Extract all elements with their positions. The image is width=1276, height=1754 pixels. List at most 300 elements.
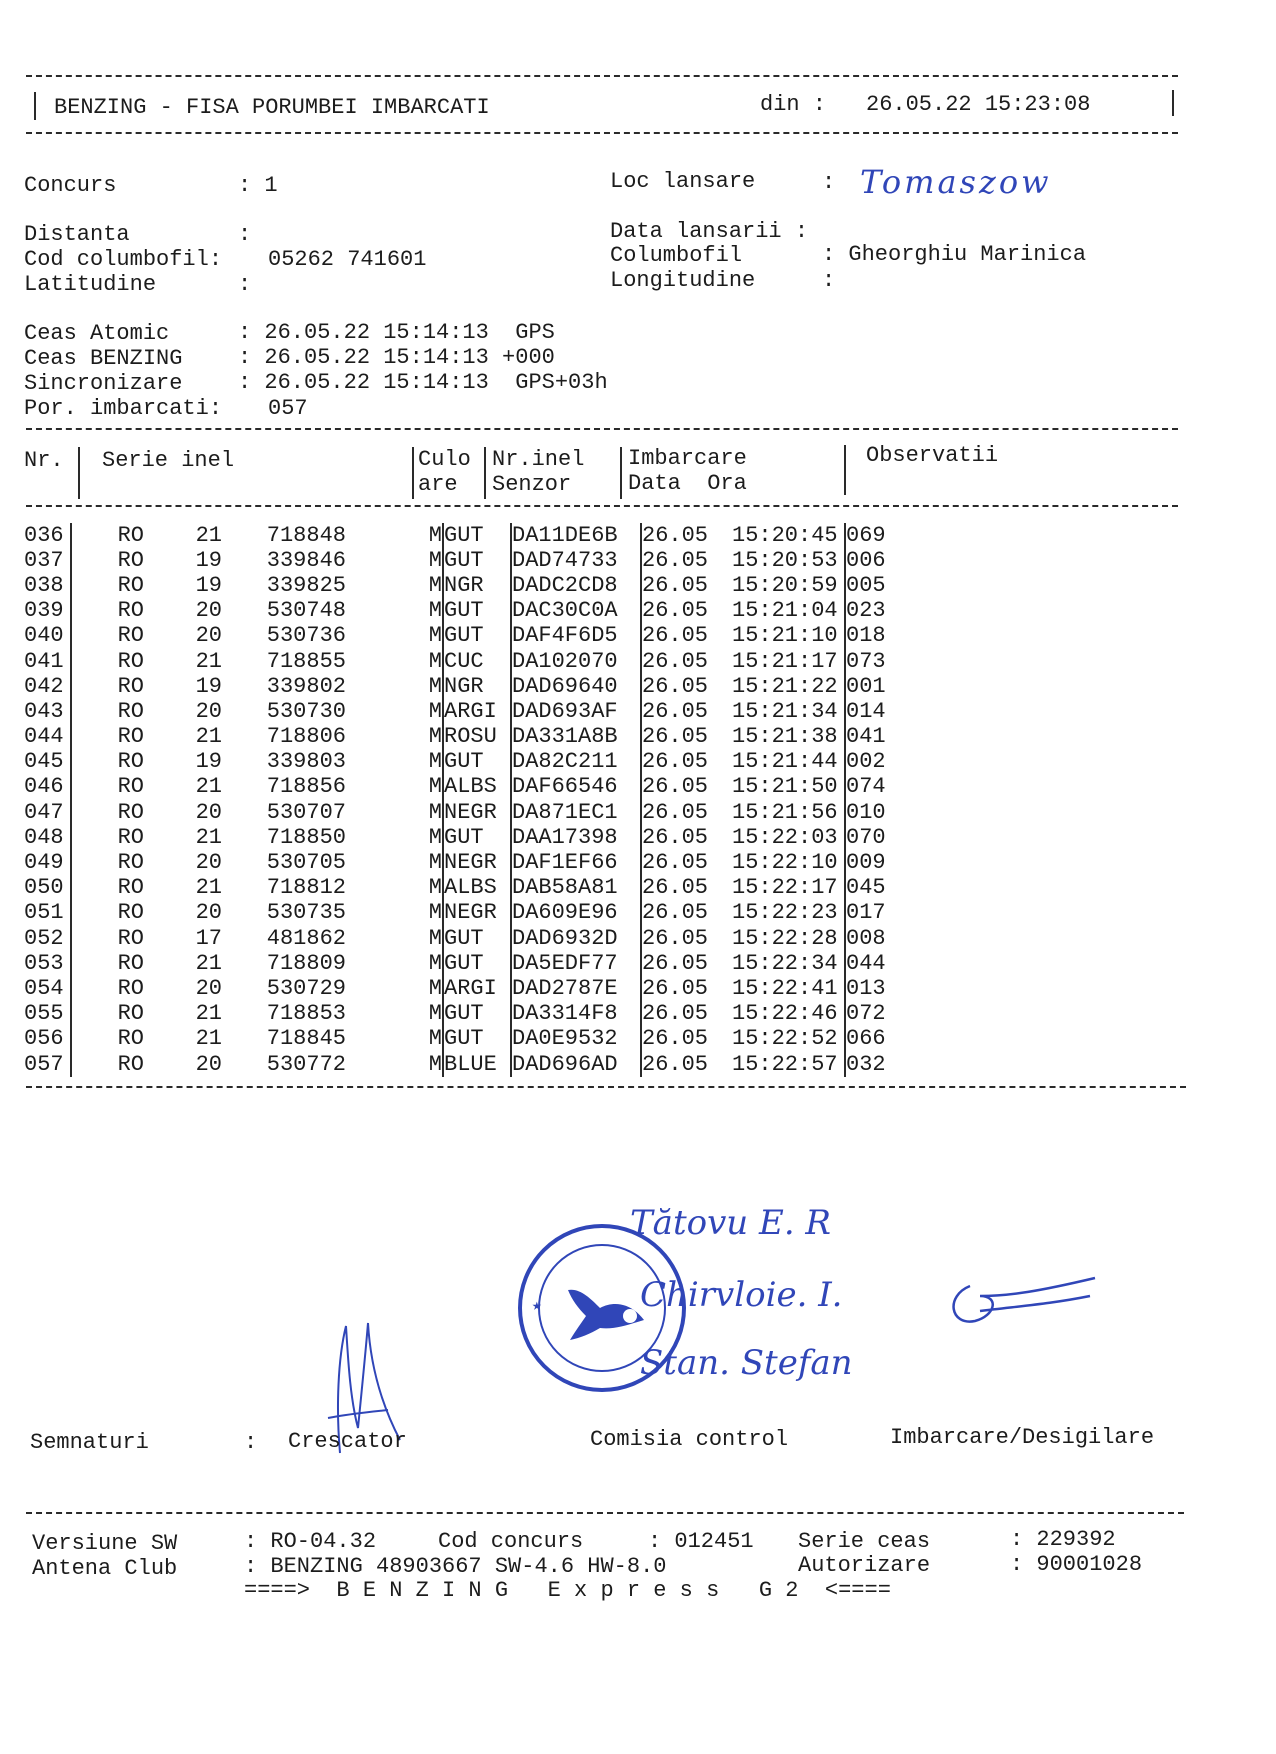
cell-nr: 046 <box>24 775 71 800</box>
cell-col: GUT <box>443 1027 511 1052</box>
cell-obs: 005 <box>846 572 886 598</box>
header-right-bar <box>1172 90 1174 116</box>
cell-obs: 072 <box>846 1001 886 1027</box>
cell-col: GUT <box>443 523 511 548</box>
cell-date: 26.05 <box>642 572 709 598</box>
cell-sen: DAD74733 <box>511 548 641 573</box>
versiune-sw-value: : RO-04.32 <box>244 1529 377 1554</box>
cell-sex: M <box>346 750 443 775</box>
cell-time: 15:21:38 <box>732 725 845 750</box>
cell-yr: 20 <box>195 1051 222 1077</box>
cell-sex: M <box>346 926 443 951</box>
handwritten-name-2: Chirvloie. I. <box>640 1275 843 1315</box>
concurs-label: Concurs <box>24 173 117 198</box>
col-header-observatii: Observatii <box>866 443 999 468</box>
cell-sen: DAF1EF66 <box>511 850 641 875</box>
cell-time: 15:22:03 <box>732 825 845 850</box>
ceas-benzing-value: : 26.05.22 15:14:13 +000 <box>238 345 555 370</box>
document-title: BENZING - FISA PORUMBEI IMBARCATI <box>54 95 490 120</box>
cell-num: 339846 <box>266 547 346 573</box>
cell-col: NEGR <box>443 800 511 825</box>
cell-nr: 051 <box>24 901 71 926</box>
cell-col: GUT <box>443 825 511 850</box>
cell-time: 15:22:46 <box>732 1002 845 1027</box>
cell-col: NGR <box>443 573 511 598</box>
col-divider-3 <box>484 447 486 499</box>
cell-nr: 041 <box>24 649 71 674</box>
cell-num: 481862 <box>266 925 346 951</box>
cell-ro: RO <box>117 799 144 825</box>
cell-date: 26.05 <box>642 648 709 674</box>
cell-obs: 032 <box>846 1051 886 1077</box>
cell-col: GUT <box>443 750 511 775</box>
antena-club-label: Antena Club <box>32 1556 178 1581</box>
cell-sen: DA3314F8 <box>511 1002 641 1027</box>
cell-sen: DAD69640 <box>511 674 641 699</box>
cell-date: 26.05 <box>642 749 709 775</box>
cell-nr: 040 <box>24 624 71 649</box>
cell-sex: M <box>346 674 443 699</box>
cell-time: 15:20:45 <box>732 523 845 548</box>
cell-ro: RO <box>117 749 144 775</box>
ceas-atomic-value: : 26.05.22 15:14:13 GPS <box>238 320 555 345</box>
col-divider-5 <box>844 445 846 495</box>
cell-nr: 043 <box>24 699 71 724</box>
cell-num: 718809 <box>266 950 346 976</box>
cell-sen: DAF66546 <box>511 775 641 800</box>
cell-num: 718855 <box>266 648 346 674</box>
cell-col: GUT <box>443 548 511 573</box>
table-row <box>24 750 886 775</box>
crescator-label: Crescator <box>288 1429 407 1454</box>
cell-sen: DAB58A81 <box>511 876 641 901</box>
cell-obs: 073 <box>846 648 886 674</box>
data-lansarii-label: Data lansarii : <box>610 219 809 244</box>
cell-nr: 047 <box>24 800 71 825</box>
cell-yr: 20 <box>195 799 222 825</box>
cell-nr: 054 <box>24 976 71 1001</box>
cell-ro: RO <box>117 925 144 951</box>
cell-nr: 038 <box>24 573 71 598</box>
cell-ro: RO <box>117 724 144 750</box>
latitudine-label: Latitudine <box>24 272 157 297</box>
cell-ro: RO <box>117 1051 144 1077</box>
serie-ceas-label: Serie ceas <box>798 1529 931 1554</box>
cod-concurs-value: : 012451 <box>648 1529 754 1554</box>
cell-obs: 041 <box>846 724 886 750</box>
table-row <box>24 599 886 624</box>
cell-ro: RO <box>117 875 144 901</box>
top-dashed-rule <box>26 75 1178 77</box>
loc-lansare-label: Loc lansare <box>610 169 756 194</box>
cell-sen: DA609E96 <box>511 901 641 926</box>
table-row <box>24 1027 886 1052</box>
din-label: din : <box>760 92 827 117</box>
autorizare-label: Autorizare <box>798 1553 931 1578</box>
comisia-control-label: Comisia control <box>590 1427 789 1452</box>
cell-col: ARGI <box>443 699 511 724</box>
cell-ro: RO <box>117 900 144 926</box>
cell-num: 339802 <box>266 673 346 699</box>
latitudine-colon: : <box>238 272 252 297</box>
table-row <box>24 901 886 926</box>
cell-col: GUT <box>443 926 511 951</box>
cell-col: ALBS <box>443 775 511 800</box>
cell-yr: 21 <box>195 950 222 976</box>
cell-sen: DA11DE6B <box>511 523 641 548</box>
cell-sex: M <box>346 649 443 674</box>
cell-date: 26.05 <box>642 799 709 825</box>
cell-ro: RO <box>117 774 144 800</box>
hw-flourish-1 <box>940 1266 1100 1336</box>
cell-sex: M <box>346 951 443 976</box>
sincronizare-value: : 26.05.22 15:14:13 GPS+03h <box>238 370 608 395</box>
col-header-nr: Nr. <box>24 448 64 473</box>
cell-col: GUT <box>443 1002 511 1027</box>
cell-nr: 044 <box>24 725 71 750</box>
cell-date: 26.05 <box>642 900 709 926</box>
din-value: 26.05.22 15:23:08 <box>866 92 1091 117</box>
pigeon-emblem-icon <box>560 1278 650 1348</box>
table-row <box>24 926 886 951</box>
cell-yr: 20 <box>195 975 222 1001</box>
cell-col: GUT <box>443 599 511 624</box>
cell-time: 15:21:34 <box>732 699 845 724</box>
cell-date: 26.05 <box>642 522 709 548</box>
cell-time: 15:22:10 <box>732 850 845 875</box>
cell-obs: 002 <box>846 749 886 775</box>
cell-ro: RO <box>117 1001 144 1027</box>
cell-sex: M <box>346 699 443 724</box>
cell-num: 339825 <box>266 572 346 598</box>
cell-yr: 21 <box>195 1001 222 1027</box>
cell-col: ALBS <box>443 876 511 901</box>
cell-time: 15:21:50 <box>732 775 845 800</box>
cell-col: CUC <box>443 649 511 674</box>
footer-dashed-rule <box>26 1512 1184 1514</box>
por-imbarcati-value: 057 <box>268 396 308 421</box>
cell-obs: 014 <box>846 698 886 724</box>
cell-sex: M <box>346 800 443 825</box>
cell-yr: 20 <box>195 698 222 724</box>
distanta-label: Distanta <box>24 222 130 247</box>
cell-time: 15:22:41 <box>732 976 845 1001</box>
table-row <box>24 725 886 750</box>
loc-lansare-colon: : <box>822 170 836 195</box>
table-row <box>24 976 886 1001</box>
handwritten-name-1: Tătovu E. R <box>630 1203 832 1243</box>
cell-nr: 039 <box>24 599 71 624</box>
cell-ro: RO <box>117 598 144 624</box>
cell-nr: 050 <box>24 876 71 901</box>
cell-sex: M <box>346 876 443 901</box>
cell-obs: 023 <box>846 598 886 624</box>
serie-ceas-value: : 229392 <box>1010 1527 1116 1552</box>
cell-yr: 19 <box>195 749 222 775</box>
cell-time: 15:21:44 <box>732 750 845 775</box>
table-row <box>24 649 886 674</box>
cell-yr: 21 <box>195 1026 222 1052</box>
cell-ro: RO <box>117 648 144 674</box>
cell-date: 26.05 <box>642 824 709 850</box>
cell-obs: 017 <box>846 900 886 926</box>
cell-obs: 044 <box>846 950 886 976</box>
cell-ro: RO <box>117 850 144 876</box>
cell-num: 530729 <box>266 975 346 1001</box>
cell-col: ROSU <box>443 725 511 750</box>
cell-obs: 009 <box>846 850 886 876</box>
cell-col: NEGR <box>443 901 511 926</box>
cell-sen: DAD2787E <box>511 976 641 1001</box>
table-row <box>24 850 886 875</box>
cell-time: 15:22:34 <box>732 951 845 976</box>
semnaturi-label: Semnaturi <box>30 1430 149 1455</box>
cell-obs: 013 <box>846 975 886 1001</box>
table-header-dashed-rule <box>26 505 1178 507</box>
cell-date: 26.05 <box>642 875 709 901</box>
cell-ro: RO <box>117 673 144 699</box>
cell-date: 26.05 <box>642 950 709 976</box>
col-header-culo: Culo <box>418 447 471 472</box>
cell-sex: M <box>346 901 443 926</box>
cell-ro: RO <box>117 522 144 548</box>
cell-nr: 055 <box>24 1002 71 1027</box>
cell-obs: 069 <box>846 522 886 548</box>
col-header-nrinel: Nr.inel <box>492 447 585 472</box>
cell-num: 530730 <box>266 698 346 724</box>
cell-sex: M <box>346 548 443 573</box>
col-divider-4 <box>620 447 622 499</box>
sincronizare-label: Sincronizare <box>24 371 183 396</box>
col-header-serie: Serie inel <box>102 448 235 473</box>
col-divider-1 <box>78 447 80 499</box>
cell-sex: M <box>346 825 443 850</box>
cell-sen: DAD696AD <box>511 1052 641 1077</box>
cell-col: BLUE <box>443 1052 511 1077</box>
cell-nr: 042 <box>24 674 71 699</box>
header-bottom-dashed-rule <box>26 132 1178 134</box>
col-header-senzor: Senzor <box>492 472 572 497</box>
concurs-value: : 1 <box>238 173 278 198</box>
cell-time: 15:22:23 <box>732 901 845 926</box>
cell-sen: DAF4F6D5 <box>511 624 641 649</box>
cell-sen: DAD693AF <box>511 699 641 724</box>
cell-obs: 001 <box>846 673 886 699</box>
cell-nr: 056 <box>24 1027 71 1052</box>
cell-date: 26.05 <box>642 850 709 876</box>
table-row <box>24 523 886 548</box>
versiune-sw-label: Versiune SW <box>32 1531 178 1556</box>
cell-ro: RO <box>117 824 144 850</box>
cell-yr: 21 <box>195 522 222 548</box>
cell-yr: 20 <box>195 598 222 624</box>
cell-sen: DADC2CD8 <box>511 573 641 598</box>
antena-club-value: : BENZING 48903667 SW-4.6 HW-8.0 <box>244 1554 667 1579</box>
cod-columbofil-value: 05262 741601 <box>268 247 427 272</box>
cell-obs: 074 <box>846 774 886 800</box>
table-row <box>24 699 886 724</box>
cell-sen: DA5EDF77 <box>511 951 641 976</box>
table-row <box>24 1002 886 1027</box>
cell-date: 26.05 <box>642 1026 709 1052</box>
col-header-culo-2: are <box>418 472 458 497</box>
cell-time: 15:22:57 <box>732 1052 845 1077</box>
cell-obs: 018 <box>846 623 886 649</box>
table-top-dashed-rule <box>26 428 1178 430</box>
longitudine-colon: : <box>822 268 836 293</box>
ceas-atomic-label: Ceas Atomic <box>24 321 170 346</box>
cell-ro: RO <box>117 547 144 573</box>
cell-time: 15:21:17 <box>732 649 845 674</box>
cell-ro: RO <box>117 572 144 598</box>
table-row <box>24 674 886 699</box>
cell-sex: M <box>346 523 443 548</box>
table-row <box>24 573 886 598</box>
table-row <box>24 825 886 850</box>
cod-columbofil-label: Cod columbofil: <box>24 247 223 272</box>
cell-col: NGR <box>443 674 511 699</box>
table-row <box>24 548 886 573</box>
columbofil-value: : Gheorghiu Marinica <box>822 242 1087 267</box>
imbarcare-desigilare-label: Imbarcare/Desigilare <box>890 1425 1155 1450</box>
columbofil-label: Columbofil <box>610 243 743 268</box>
cell-sen: DA331A8B <box>511 725 641 750</box>
cell-ro: RO <box>117 623 144 649</box>
cell-yr: 20 <box>195 850 222 876</box>
col-divider-2 <box>412 447 414 499</box>
semnaturi-colon: : <box>244 1430 258 1455</box>
cell-sex: M <box>346 599 443 624</box>
cell-sen: DA871EC1 <box>511 800 641 825</box>
cell-date: 26.05 <box>642 1001 709 1027</box>
header-left-bar <box>34 92 36 120</box>
cell-date: 26.05 <box>642 673 709 699</box>
cell-ro: RO <box>117 950 144 976</box>
por-imbarcati-label: Por. imbarcati: <box>24 396 223 421</box>
cell-num: 530772 <box>266 1051 346 1077</box>
cell-sex: M <box>346 850 443 875</box>
cell-sen: DAC30C0A <box>511 599 641 624</box>
cell-nr: 036 <box>24 523 71 548</box>
cell-time: 15:21:56 <box>732 800 845 825</box>
cell-date: 26.05 <box>642 598 709 624</box>
cell-num: 530736 <box>266 623 346 649</box>
table-row <box>24 800 886 825</box>
cell-sen: DA0E9532 <box>511 1027 641 1052</box>
ceas-benzing-label: Ceas BENZING <box>24 346 183 371</box>
cell-sex: M <box>346 725 443 750</box>
cell-time: 15:22:52 <box>732 1027 845 1052</box>
cell-yr: 21 <box>195 824 222 850</box>
col-header-data-ora: Data Ora <box>628 471 747 496</box>
cell-sex: M <box>346 1027 443 1052</box>
cell-time: 15:20:59 <box>732 573 845 598</box>
cell-sex: M <box>346 573 443 598</box>
cell-sex: M <box>346 775 443 800</box>
cell-obs: 010 <box>846 799 886 825</box>
cell-obs: 070 <box>846 824 886 850</box>
cell-obs: 008 <box>846 925 886 951</box>
cell-sex: M <box>346 624 443 649</box>
cell-num: 530707 <box>266 799 346 825</box>
cell-num: 718856 <box>266 774 346 800</box>
table-row <box>24 624 886 649</box>
benzing-express-brand: ====> B E N Z I N G E x p r e s s G 2 <==== <box>244 1578 891 1603</box>
cell-time: 15:21:10 <box>732 624 845 649</box>
table-bottom-dashed-rule <box>26 1086 1186 1088</box>
cell-date: 26.05 <box>642 925 709 951</box>
cell-num: 530735 <box>266 900 346 926</box>
cell-nr: 048 <box>24 825 71 850</box>
cell-num: 718806 <box>266 724 346 750</box>
cell-ro: RO <box>117 1026 144 1052</box>
club-stamp <box>518 1224 686 1392</box>
stamp-star-icon: ★ <box>532 1297 542 1315</box>
table-row <box>24 876 886 901</box>
loc-lansare-handwritten: Tomaszow <box>860 163 1052 201</box>
cell-time: 15:22:17 <box>732 876 845 901</box>
cell-yr: 17 <box>195 925 222 951</box>
cell-date: 26.05 <box>642 975 709 1001</box>
cell-sen: DA82C211 <box>511 750 641 775</box>
cell-time: 15:21:04 <box>732 599 845 624</box>
cell-sex: M <box>346 976 443 1001</box>
cell-date: 26.05 <box>642 698 709 724</box>
cell-num: 530705 <box>266 850 346 876</box>
cell-nr: 037 <box>24 548 71 573</box>
cell-yr: 19 <box>195 673 222 699</box>
cell-time: 15:21:22 <box>732 674 845 699</box>
cell-obs: 045 <box>846 875 886 901</box>
cell-sex: M <box>346 1052 443 1077</box>
cell-num: 718812 <box>266 875 346 901</box>
cell-date: 26.05 <box>642 623 709 649</box>
cell-sen: DA102070 <box>511 649 641 674</box>
cell-date: 26.05 <box>642 1051 709 1077</box>
table-row <box>24 1052 886 1077</box>
cell-yr: 19 <box>195 572 222 598</box>
cell-sex: M <box>346 1002 443 1027</box>
cell-yr: 19 <box>195 547 222 573</box>
cell-nr: 057 <box>24 1052 71 1077</box>
distanta-colon: : <box>238 222 252 247</box>
cell-obs: 066 <box>846 1026 886 1052</box>
cell-nr: 049 <box>24 850 71 875</box>
cell-num: 718845 <box>266 1026 346 1052</box>
cell-yr: 21 <box>195 648 222 674</box>
cell-date: 26.05 <box>642 547 709 573</box>
cell-yr: 20 <box>195 900 222 926</box>
cell-yr: 21 <box>195 724 222 750</box>
cell-date: 26.05 <box>642 724 709 750</box>
cell-num: 718850 <box>266 824 346 850</box>
cell-time: 15:20:53 <box>732 548 845 573</box>
cell-obs: 006 <box>846 547 886 573</box>
cell-date: 26.05 <box>642 774 709 800</box>
cell-col: NEGR <box>443 850 511 875</box>
cell-ro: RO <box>117 698 144 724</box>
cell-num: 530748 <box>266 598 346 624</box>
cell-sen: DAD6932D <box>511 926 641 951</box>
cell-col: ARGI <box>443 976 511 1001</box>
cell-time: 15:22:28 <box>732 926 845 951</box>
table-row <box>24 951 886 976</box>
longitudine-label: Longitudine <box>610 268 756 293</box>
cell-num: 339803 <box>266 749 346 775</box>
cell-sen: DAA17398 <box>511 825 641 850</box>
cell-col: GUT <box>443 951 511 976</box>
cell-num: 718853 <box>266 1001 346 1027</box>
